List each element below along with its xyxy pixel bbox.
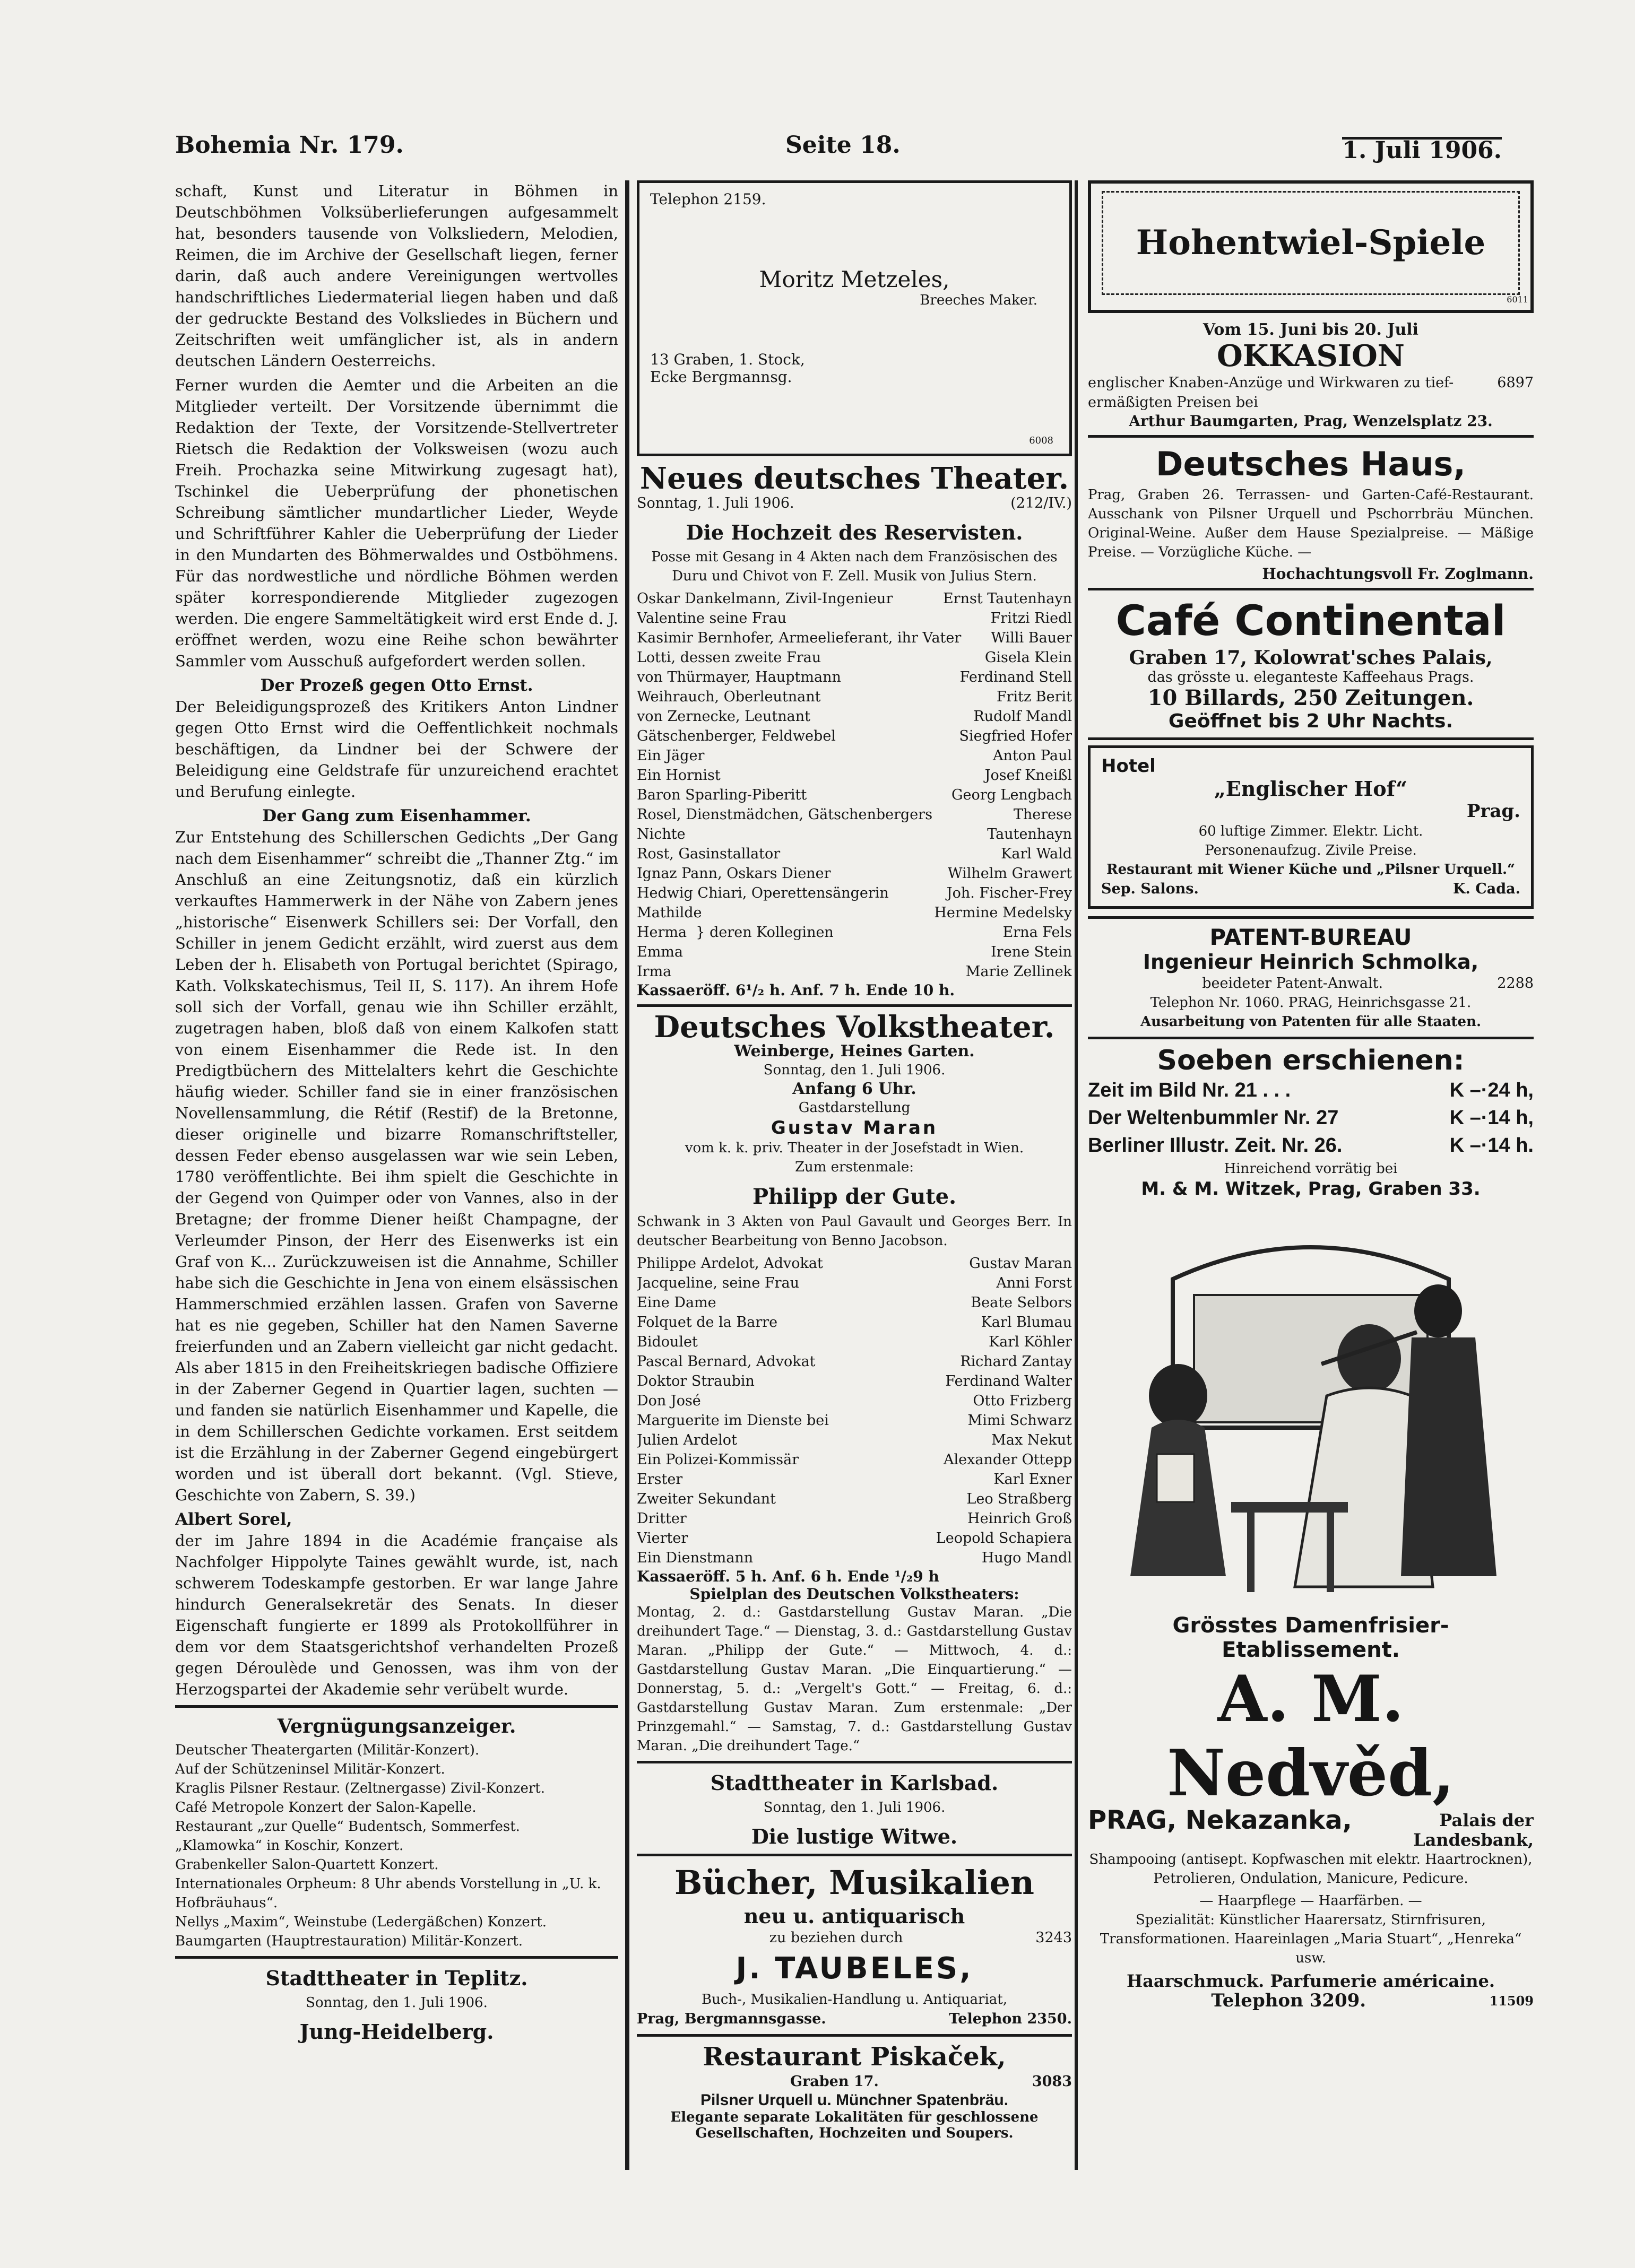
okkasion-text-row: englischer Knaben-Anzüge und Wirkwaren zu tief-ermäßigten Preisen bei 6897: [1088, 375, 1534, 411]
list-item: Deutscher Theatergarten (Militär-Konzert).: [175, 1742, 480, 1758]
header-center: Seite 18.: [785, 132, 901, 159]
soeben-item: Zeit im Bild Nr. 21 . . . K –·24 h,: [1088, 1079, 1534, 1101]
deutsches-haus-text: Prag, Graben 26. Terrassen- und Garten-Café-Restaurant. Ausschank von Pilsner Urquell und Pschorrbräu München. Original-Weine. Außer dem Hause Spezialpreise. — Mäßige Preise. — Vorzügliche Küche. —: [1088, 487, 1534, 560]
section-divider: [1088, 737, 1534, 740]
article-paragraph: der im Jahre 1894 in die Académie française als Nachfolger Hippolyte Taines gewählt wurde, ist, nach schwerem Todeskampfe gestorben. Er war lange Jahre hindurch Generalsekretär des Senats. In dieser Eigenschaft fungierte er 1899 als Protokollführer in dem vor dem Staatsgerichtshof verhandelten Prozeß gegen Déroulède und Genossen, was ihm von der Herzogspartei der Akademie sehr verübelt wurde.: [175, 1532, 618, 1698]
soeben-item: Der Weltenbummler Nr. 27 K –·14 h,: [1088, 1107, 1534, 1129]
hotel-city: Prag.: [1466, 801, 1520, 822]
ad-address: 13 Graben, 1. Stock,: [650, 351, 805, 368]
cast-row: Jacqueline, seine Frau Anni Forst: [637, 1275, 1072, 1291]
ad-code: 6008: [1029, 435, 1053, 446]
hotel-label: Hotel: [1101, 755, 1156, 777]
teplitz-title: Stadttheater in Teplitz.: [265, 1966, 528, 1990]
cast-row: Philippe Ardelot, Advokat Gustav Maran: [637, 1255, 1072, 1272]
cast-row: Dritter Heinrich Groß: [637, 1510, 1072, 1527]
cast-row: Lotti, dessen zweite Frau Gisela Klein: [637, 649, 1072, 666]
patent-work: Ausarbeitung von Patenten für alle Staaten.: [1140, 1014, 1481, 1030]
cast-row: Mathilde Hermine Medelsky: [637, 905, 1072, 921]
ndt-date-row: [637, 493, 1072, 513]
dvt-from: vom k. k. priv. Theater in der Josefstadt in Wien.: [685, 1140, 1024, 1156]
books-via-row: zu beziehen durch 3243: [769, 1930, 1072, 1946]
cafe-continental-title: Café Continental: [1115, 597, 1506, 645]
section-divider: [1088, 588, 1534, 590]
metzeles-ad: [637, 180, 1072, 456]
cast-row: Ein Dienstmann Hugo Mandl: [637, 1550, 1072, 1566]
books-addr-row: Prag, Bergmannsgasse. Telephon 2350.: [637, 2011, 1072, 2027]
section-divider: [175, 1705, 618, 1708]
entertainment-heading: Vergnügungsanzeiger.: [277, 1715, 516, 1737]
okkasion-title: OKKASION: [1217, 338, 1405, 373]
cast-row: Eine Dame Beate Selbors: [637, 1294, 1072, 1311]
nedved-sub: Grösstes Damenfrisier-Etablissement.: [1172, 1613, 1449, 1662]
list-item: Nellys „Maxim“, Weinstube (Ledergäßchen) Konzert.: [175, 1914, 547, 1930]
cafe-open: Geöffnet bis 2 Uhr Nachts.: [1168, 710, 1454, 732]
cast-row: Rost, Gasinstallator Karl Wald: [637, 846, 1072, 862]
karlsbad-play: Die lustige Witwe.: [751, 1824, 958, 1848]
list-item: Restaurant „zur Quelle“ Budentsch, Sommerfest.: [175, 1819, 520, 1835]
nedved-name: A. M. Nedvěd,: [1167, 1662, 1455, 1811]
ndt-desc: Posse mit Gesang in 4 Akten nach dem Französischen des Duru und Chivot von F. Zell. Musik von Julius Stern.: [651, 549, 1058, 584]
hotel-footer: Sep. Salons. K. Cada.: [1101, 881, 1520, 897]
article-paragraph: schaft, Kunst und Literatur in Böhmen in Deutschböhmen Volksüberlieferungen aufgesammelt hat, besonders tausende von Volksliedern, Melodien, Reimen, die im Archive der Gesellschaft liegen, ferner darin, daß auch andere Vereinigungen wertvolles handschriftliches Liedermaterial liegen haben und daß der gedruckte Bestand des Volksliedes in Büchern und Zeitschriften weit umfänglicher ist, als in andern deutschen Ländern Oesterreichs.: [175, 182, 618, 370]
dvt-cast: [637, 1254, 1072, 1568]
karlsbad-title: Stadttheater in Karlsbad.: [710, 1771, 999, 1795]
cast-row: von Zernecke, Leutnant Rudolf Mandl: [637, 708, 1072, 725]
page-header: [175, 132, 1502, 163]
patent-tel: Telephon Nr. 1060. PRAG, Heinrichsgasse 21.: [1150, 995, 1472, 1011]
section-divider: [175, 1956, 618, 1959]
dvt-place: Weinberge, Heines Garten.: [734, 1042, 975, 1061]
cast-row: Gätschenberger, Feldwebel Siegfried Hofer: [637, 728, 1072, 744]
nedved-text: Shampooing (antisept. Kopfwaschen mit elektr. Haartrocknen), Petrolieren, Ondulation, Manicure, Pedicure.: [1089, 1852, 1533, 1887]
ndt-date: Sonntag, 1. Juli 1906.: [637, 495, 794, 511]
article-heading: Der Gang zum Eisenhammer.: [262, 806, 531, 825]
cast-row: Pascal Bernard, Advokat Richard Zantay: [637, 1353, 1072, 1370]
column-theatre: [637, 180, 1072, 2170]
englischer-hof-ad: [1088, 745, 1534, 909]
cast-row: Irma Marie Zellinek: [637, 963, 1072, 980]
ad-telephone: Telephon 2159.: [650, 190, 766, 208]
cast-row: Ein Polizei-Kommissär Alexander Ottepp: [637, 1452, 1072, 1468]
restaurant-addr-row: Graben 17. 3083: [790, 2073, 1072, 2090]
hotel-text: Personenaufzug. Zivile Preise.: [1205, 842, 1417, 858]
cast-row: Erster Karl Exner: [637, 1471, 1072, 1488]
column-articles: [175, 180, 618, 2170]
column-rule-1: [625, 180, 629, 2170]
ndt-number: (212/IV.): [1010, 495, 1072, 511]
ndt-play: Die Hochzeit des Reservisten.: [686, 520, 1023, 544]
list-item: Grabenkeller Salon-Quartett Konzert.: [175, 1857, 439, 1873]
section-divider: [1088, 435, 1534, 438]
nedved-line: — Haarpflege — Haarfärben. —: [1199, 1893, 1422, 1909]
column-ads: [1088, 180, 1534, 2170]
dvt-times: Kassaeröff. 5 h. Anf. 6 h. Ende ¹/₂9 h: [637, 1568, 939, 1585]
cast-row: Ein Hornist Josef Kneißl: [637, 767, 1072, 784]
deutsches-haus-title: Deutsches Haus,: [1156, 445, 1466, 483]
cast-row: Ein Jäger Anton Paul: [637, 748, 1072, 764]
header-right: 1. Juli 1906.: [1342, 137, 1502, 164]
header-left: Bohemia Nr. 179.: [175, 132, 404, 159]
dvt-title: Deutsches Volkstheater.: [654, 1010, 1055, 1045]
ad-code: 6011: [1507, 294, 1528, 305]
cafe-addr: Graben 17, Kolowrat'sches Palais,: [1129, 647, 1493, 669]
section-divider: [637, 1004, 1072, 1007]
dvt-guest: Gastdarstellung: [798, 1100, 911, 1116]
spiel-text: Montag, 2. d.: Gastdarstellung Gustav Maran. „Die dreihundert Tage.“ — Dienstag, 3. d.: Gastdarstellung Gustav Maran. „Philipp der Gute.“ — Mittwoch, 4. d.: Gastdarstellung Gustav Maran. „Die Einquartierung.“ — Donnerstag, 5. d.: „Vergelt's Gott.“ — Freitag, 6. d.: Gastdarstellung Gustav Maran. Zum erstenmale: „Der Prinzgemahl.“ — Samstag, 7. d.: Gastdarstellung Gustav Maran. „Die dreihundert Tage.“: [637, 1604, 1072, 1754]
cast-row: Rosel, Dienstmädchen, Gätschenbergers Nichte Therese Tautenhayn: [637, 806, 1072, 842]
dvt-date: Sonntag, den 1. Juli 1906.: [763, 1062, 946, 1078]
okkasion-shop: Arthur Baumgarten, Prag, Wenzelsplatz 23.: [1129, 412, 1493, 430]
section-divider: [637, 2034, 1072, 2037]
cast-row: Ignaz Pann, Oskars Diener Wilhelm Grawert: [637, 865, 1072, 882]
patent-sub-row: beeideter Patent-Anwalt. 2288: [1202, 975, 1534, 992]
cast-row: Weihrauch, Oberleutnant Fritz Berit: [637, 689, 1072, 705]
patent-title: PATENT-BUREAU: [1209, 924, 1412, 950]
list-item: Auf der Schützeninsel Militär-Konzert.: [175, 1761, 445, 1777]
deutsches-haus-sign: Hochachtungsvoll Fr. Zoglmann.: [1262, 565, 1534, 583]
article-paragraph: Der Beleidigungsprozeß des Kritikers Anton Lindner gegen Otto Ernst wird die Oeffentlichkeit nochmals beschäftigen, da Lindner bei der Schwere der Beleidigung eine Geldstrafe für unzureichend erachtet und Berufung einlegte.: [175, 698, 618, 801]
spiel-title: Spielplan des Deutschen Volkstheaters:: [689, 1585, 1019, 1603]
cast-row: Oskar Dankelmann, Zivil-Ingenieur Ernst Tautenhayn: [637, 590, 1072, 607]
cast-group: deren Kolleginen: [710, 924, 834, 941]
okkasion-dates: Vom 15. Juni bis 20. Juli: [1203, 320, 1419, 339]
ad-trade: Breeches Maker.: [920, 292, 1037, 308]
restaurant-beer: Pilsner Urquell u. Münchner Spatenbräu.: [700, 2091, 1009, 2109]
section-divider: [1088, 1037, 1534, 1039]
cast-row: Vierter Leopold Schapiera: [637, 1530, 1072, 1546]
hotel-text: 60 luftige Zimmer. Elektr. Licht.: [1198, 823, 1423, 839]
cafe-desc: das grösste u. eleganteste Kaffeehaus Prags.: [1147, 669, 1474, 685]
hohentwiel-title: Hohentwiel-Spiele: [1136, 223, 1486, 263]
karlsbad-date: Sonntag, den 1. Juli 1906.: [763, 1800, 946, 1815]
teplitz-date: Sonntag, den 1. Juli 1906.: [306, 1995, 488, 2011]
cast-row: von Thürmayer, Hauptmann Ferdinand Stell: [637, 669, 1072, 685]
restaurant-title: Restaurant Piskaček,: [703, 2042, 1006, 2072]
cast-row: Emma Irene Stein: [637, 944, 1072, 960]
books-title: Bücher, Musikalien: [674, 1863, 1034, 1902]
soeben-title: Soeben erschienen:: [1157, 1045, 1465, 1076]
ad-address: Ecke Bergmannsg.: [650, 368, 792, 386]
cast-row: Marguerite im Dienste bei Mimi Schwarz: [637, 1412, 1072, 1429]
section-divider: [637, 1761, 1072, 1763]
list-item: Internationales Orpheum: 8 Uhr abends Vorstellung in „U. k. Hofbräuhaus“.: [175, 1876, 601, 1911]
article-heading: Der Prozeß gegen Otto Ernst.: [260, 676, 533, 695]
section-divider: [637, 1854, 1072, 1856]
patent-name: Ingenieur Heinrich Schmolka,: [1143, 950, 1479, 974]
list-item: „Klamowka“ in Koschir, Konzert.: [175, 1838, 404, 1854]
column-rule-2: [1075, 180, 1078, 2170]
ndt-times: Kassaeröff. 6¹/₂ h. Anf. 7 h. Ende 10 h.: [637, 981, 955, 999]
teplitz-play: Jung-Heidelberg.: [299, 2020, 494, 2044]
soeben-shop: M. & M. Witzek, Prag, Graben 33.: [1141, 1178, 1481, 1200]
cast-row: Doktor Straubin Ferdinand Walter: [637, 1373, 1072, 1389]
nedved-spec: Spezialität: Künstlicher Haarersatz, Stirnfrisuren, Transformationen. Haareinlagen „Maria Stuart“, „Henreka“ usw.: [1100, 1912, 1522, 1966]
restaurant-desc: Elegante separate Lokalitäten für geschlossene Gesellschaften, Hochzeiten und Soupers.: [670, 2109, 1039, 2141]
cast-row: Don José Otto Frizberg: [637, 1393, 1072, 1409]
cafe-billards: 10 Billards, 250 Zeitungen.: [1147, 685, 1474, 710]
article-heading: Albert Sorel,: [175, 1510, 292, 1529]
ad-name: Moritz Metzeles,: [759, 266, 950, 292]
ndt-cast: [637, 589, 1072, 981]
cast-row: Julien Ardelot Max Nekut: [637, 1432, 1072, 1448]
soeben-item: Berliner Illustr. Zeit. Nr. 26. K –·14 h.: [1088, 1134, 1534, 1157]
nedved-perf: Haarschmuck. Parfumerie américaine.: [1126, 1971, 1495, 1991]
books-sub: neu u. antiquarisch: [743, 1904, 965, 1928]
cast-row: Bidoulet Karl Köhler: [637, 1334, 1072, 1350]
list-item: Baumgarten (Hauptrestauration) Militär-Konzert.: [175, 1933, 523, 1949]
dvt-start: Anfang 6 Uhr.: [792, 1080, 916, 1098]
cast-row: Zweiter Sekundant Leo Straßberg: [637, 1491, 1072, 1507]
section-divider: [1088, 916, 1534, 919]
entertainment-list: [175, 1741, 618, 1951]
hohentwiel-ad: [1088, 180, 1534, 313]
nedved-addr-row: PRAG, Nekazanka, Palais der Landesbank,: [1088, 1805, 1534, 1850]
hairdresser-illustration: [1093, 1205, 1528, 1608]
cast-row: Folquet de la Barre Karl Blumau: [637, 1314, 1072, 1331]
cast-row: Baron Sparling-Piberitt Georg Lengbach: [637, 787, 1072, 803]
dvt-first: Zum erstenmale:: [794, 1159, 914, 1175]
books-desc: Buch-, Musikalien-Handlung u. Antiquariat,: [702, 1992, 1007, 2008]
list-item: Kraglis Pilsner Restaur. (Zeltnergasse) Zivil-Konzert.: [175, 1780, 546, 1796]
soeben-note: Hinreichend vorrätig bei: [1224, 1161, 1398, 1177]
books-name: J. TAUBELES,: [736, 1951, 973, 1986]
hotel-text: Restaurant mit Wiener Küche und „Pilsner Urquell.“: [1106, 862, 1515, 877]
cast-row: Herma } deren Kolleginen Erna Fels: [637, 924, 1072, 941]
dvt-guestname: Gustav Maran: [771, 1117, 938, 1139]
cast-row: Kasimir Bernhofer, Armeelieferant, ihr Vater Willi Bauer: [637, 630, 1072, 646]
article-paragraph: Ferner wurden die Aemter und die Arbeiten an die Mitglieder verteilt. Der Vorsitzende übernimmt die Redaktion der Texte, der Vorsitzende-Stellvertreter Rietsch die Redaktion der Volksweisen (wozu auch Freih. Prochazka seine Mitwirkung zugesagt hat), Tschinkel die Ueberprüfung der phonetischen Schreibung sämtlicher mundartlicher Lieder, Weyde und Schriftführer Kahler die Ueberprüfung der Lieder in den Mundarten des Böhmerwaldes und Ostböhmens. Für das nordwestliche und nördliche Böhmen werden später korrespondierende Mitglieder zugezogen werden. Die engere Sammeltätigkeit wird erst Ende d. J. eröffnet werden, wozu eine Reihe schon bewährter Sammler vom Ausschuß aufgefordert werden sollen.: [175, 376, 618, 670]
hotel-name: „Englischer Hof“: [1214, 777, 1408, 801]
dvt-play: Philipp der Gute.: [752, 1184, 957, 1209]
cast-row: Valentine seine Frau Fritzi Riedl: [637, 610, 1072, 627]
cast-row: Hedwig Chiari, Operettensängerin Joh. Fischer-Frey: [637, 885, 1072, 901]
dvt-desc: Schwank in 3 Akten von Paul Gavault und Georges Berr. In deutscher Bearbeitung von Benno Jacobson.: [637, 1214, 1072, 1249]
nedved-tel-row: Telephon 3209. 11509: [1211, 1990, 1534, 2011]
ndt-title: Neues deutsches Theater.: [639, 461, 1069, 496]
article-paragraph: Zur Entstehung des Schillerschen Gedichts „Der Gang nach dem Eisenhammer“ schreibt die „Thanner Ztg.“ im Anschluß an eine Zeitungsnotiz, daß ein kürzlich verkauftes Hammerwerk in der Nähe von Zabern jenes „historische“ Eisenwerk Schillers sei: Der Vorfall, den Schiller in jenem Gedicht erzählt, wird zuerst aus dem Leben der h. Elisabeth von Portugal berichtet (Spirago, Kath. Volkskatechismus, Teil II, S. 117). An ihrem Hofe soll sich der Vorfall, genau wie ihn Schiller erzählt, zugetragen haben, bloß daß von einem Kalkofen statt von einem Eisenhammer die Rede ist. In den Predigtbüchern des Mittelalters kehrt die Geschichte häufig wieder. Schiller fand sie in einer französischen Novellensammlung, die Rétif (Restif) de la Bretonne, dieser originelle und bizarre Romanschriftsteller, dessen Feder ebenso ausgelassen war wie sein Leben, 1780 veröffentlichte. Bei ihm spielt die Geschichte in der Gegend von Quimper oder von Vannes, also in der Bretagne; der fromme Diener heißt Champagne, der Verleumder Pinson, der Herr des Eisenwerks ist ein Graf von K... Zurückzuweisen ist die Annahme, Schiller habe sich die Geschichte in Jena von einem elsässischen Hammerschmied erzählen lassen. Grafen von Saverne hat es nie gegeben, Schiller hat den Namen Saverne freierfunden und an Zabern vielleicht gar nicht gedacht. Als aber 1815 in den Freiheitskriegen badische Offiziere in der Zaberner Gegend in Quartier lagen, suchten — und fanden sie natürlich Eisenhammer und Kapelle, die in dem Schillerschen Gedichte vorkamen. Erst seitdem ist die Erzählung in der Zaberner Gegend eingebürgert worden und ist überall dort bekannt. (Vgl. Stieve, Geschichte von Zabern, S. 39.): [175, 828, 618, 1504]
list-item: Café Metropole Konzert der Salon-Kapelle.: [175, 1800, 477, 1815]
